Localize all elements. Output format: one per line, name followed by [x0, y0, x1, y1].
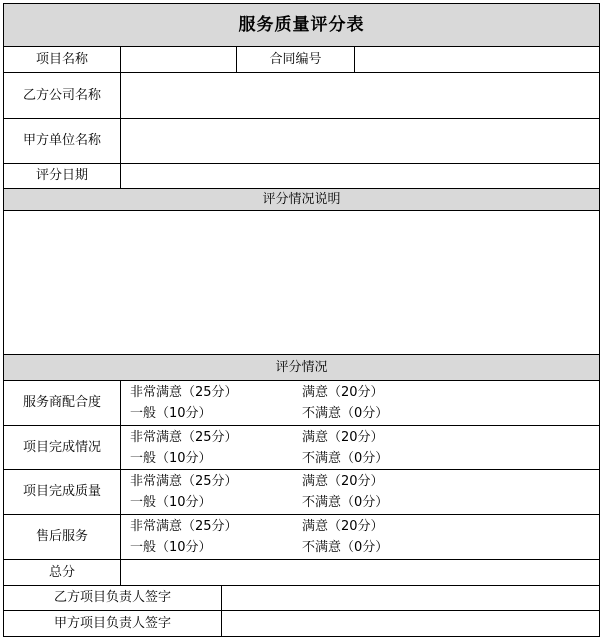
option-satisfied[interactable]: 满意（20分）	[302, 519, 384, 534]
rating-date-field[interactable]	[121, 164, 599, 188]
form-title: 服务质量评分表	[238, 15, 365, 35]
rating-header-row	[4, 355, 599, 381]
project-name-row	[4, 47, 599, 73]
option-very-satisfied[interactable]: 非常满意（25分）	[130, 385, 238, 400]
description-header: 评分情况说明	[262, 191, 341, 207]
option-very-satisfied[interactable]: 非常满意（25分）	[130, 429, 238, 445]
option-dissatisfied[interactable]: 不满意（0分）	[302, 495, 389, 510]
option-very-satisfied[interactable]: 非常满意（25分）	[130, 519, 238, 534]
party-b-company-field[interactable]	[121, 73, 599, 118]
party-a-signature-field[interactable]	[222, 611, 599, 636]
criterion-label: 售后服务	[4, 515, 121, 559]
party-b-company-label: 乙方公司名称	[4, 73, 121, 118]
criterion-options	[121, 515, 599, 559]
option-very-satisfied[interactable]: 非常满意（25分）	[130, 474, 238, 489]
party-b-signature-row	[4, 586, 599, 611]
rating-header: 评分情况	[275, 359, 328, 375]
party-a-signature-label: 甲方项目负责人签字	[4, 611, 222, 636]
total-row	[4, 560, 599, 586]
contract-no-label: 合同编号	[237, 47, 355, 72]
party-a-signature-row	[4, 611, 599, 636]
option-average[interactable]: 一般（10分）	[130, 495, 212, 510]
criterion-row	[4, 470, 599, 515]
option-dissatisfied[interactable]: 不满意（0分）	[302, 450, 389, 466]
criterion-options	[121, 381, 599, 425]
total-label: 总分	[4, 560, 121, 585]
criterion-row	[4, 515, 599, 560]
option-dissatisfied[interactable]: 不满意（0分）	[302, 406, 389, 421]
option-dissatisfied[interactable]: 不满意（0分）	[302, 540, 389, 555]
option-average[interactable]: 一般（10分）	[130, 450, 212, 466]
criterion-label: 项目完成情况	[4, 426, 121, 469]
form-title-row	[4, 4, 599, 47]
criterion-options	[121, 470, 599, 514]
rating-date-label: 评分日期	[4, 164, 121, 188]
description-textarea[interactable]	[4, 211, 599, 354]
criterion-row	[4, 381, 599, 426]
rating-date-row	[4, 164, 599, 189]
contract-no-field[interactable]	[355, 47, 599, 72]
option-average[interactable]: 一般（10分）	[130, 406, 212, 421]
party-b-signature-label: 乙方项目负责人签字	[4, 586, 222, 610]
criterion-row	[4, 426, 599, 470]
service-quality-form	[3, 3, 600, 637]
criterion-label: 项目完成质量	[4, 470, 121, 514]
party-a-unit-row	[4, 119, 599, 164]
criterion-label: 服务商配合度	[4, 381, 121, 425]
party-a-unit-label: 甲方单位名称	[4, 119, 121, 163]
option-satisfied[interactable]: 满意（20分）	[302, 474, 384, 489]
option-average[interactable]: 一般（10分）	[130, 540, 212, 555]
option-satisfied[interactable]: 满意（20分）	[302, 385, 384, 400]
party-b-signature-field[interactable]	[222, 586, 599, 610]
project-name-field[interactable]	[121, 47, 237, 72]
project-name-label: 项目名称	[4, 47, 121, 72]
option-satisfied[interactable]: 满意（20分）	[302, 429, 384, 445]
criterion-options	[121, 426, 599, 469]
total-field[interactable]	[121, 560, 599, 585]
party-a-unit-field[interactable]	[121, 119, 599, 163]
party-b-company-row	[4, 73, 599, 119]
description-header-row	[4, 189, 599, 211]
description-content-row	[4, 211, 599, 355]
